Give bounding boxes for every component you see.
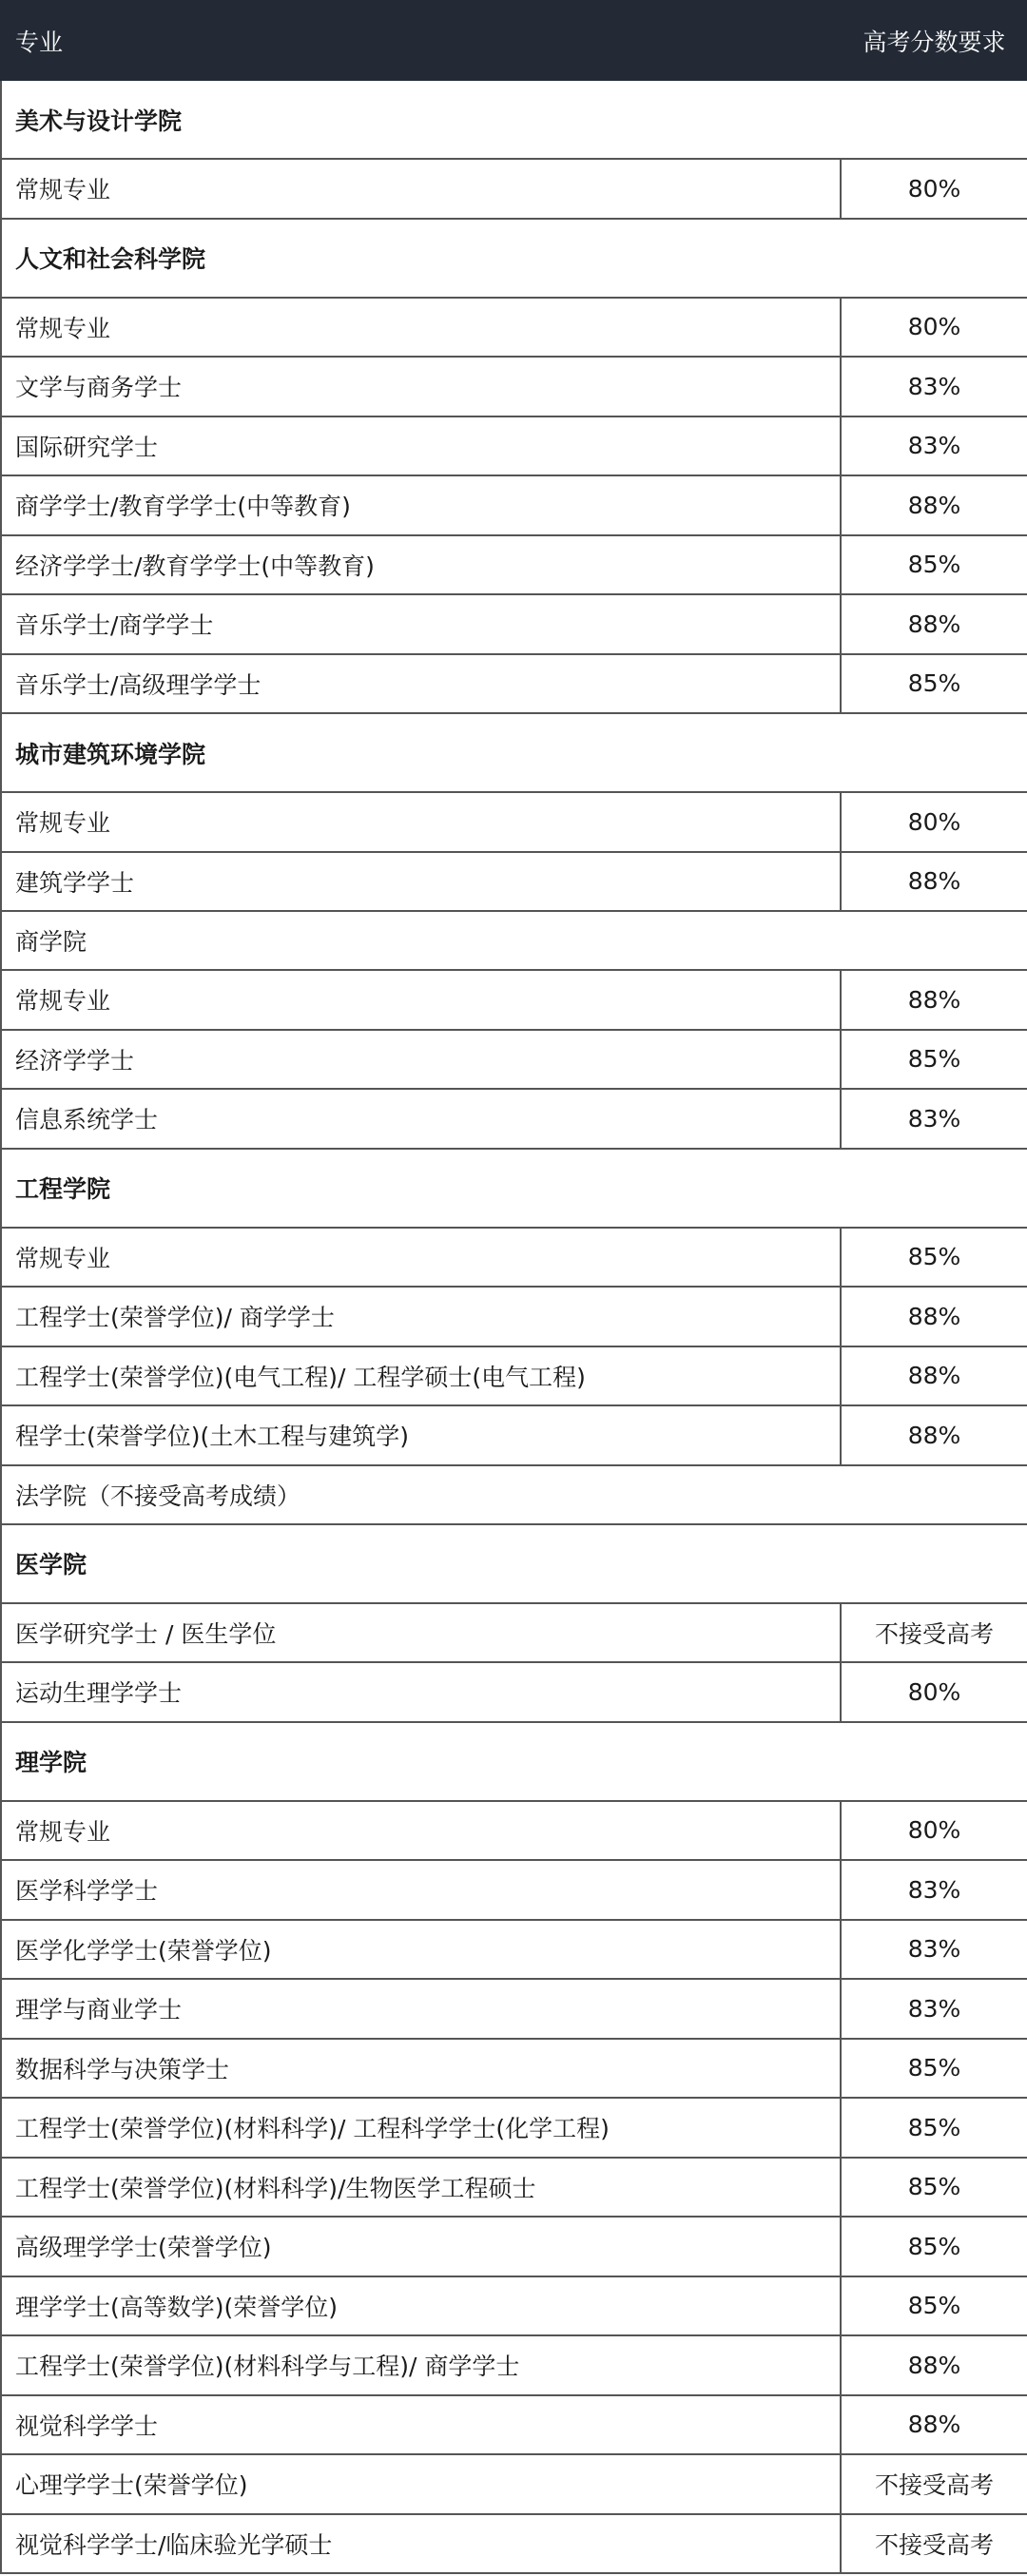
major-cell: 音乐学士/高级理学学士 (1, 654, 841, 714)
score-cell: 88% (841, 1287, 1027, 1346)
major-cell: 常规专业 (1, 298, 841, 358)
major-cell: 数据科学与决策学士 (1, 2039, 841, 2099)
table-row (1, 1979, 1027, 2039)
score-cell: 80% (841, 792, 1027, 852)
major-cell: 常规专业 (1, 159, 841, 219)
score-cell: 88% (841, 2395, 1027, 2455)
table-row (1, 1346, 1027, 1406)
major-column-header: 专业 (1, 1, 841, 80)
major-cell: 视觉科学学士 (1, 2395, 841, 2455)
score-cell: 83% (841, 1920, 1027, 1980)
section-title: 城市建筑环境学院 (1, 713, 1027, 792)
table-row (1, 2217, 1027, 2276)
section-title: 医学院 (1, 1524, 1027, 1603)
score-cell: 83% (841, 1860, 1027, 1920)
table-row (1, 970, 1027, 1030)
major-cell: 常规专业 (1, 970, 841, 1030)
major-cell: 常规专业 (1, 1228, 841, 1288)
table-row (1, 2039, 1027, 2099)
major-cell: 程学士(荣誉学位)(土木工程与建筑学) (1, 1405, 841, 1465)
score-cell: 不接受高考 (841, 2454, 1027, 2514)
table-row (1, 2158, 1027, 2218)
section-title: 工程学院 (1, 1149, 1027, 1228)
table-row (1, 1860, 1027, 1920)
table-row (1, 416, 1027, 476)
table-row (1, 2335, 1027, 2395)
score-cell: 83% (841, 357, 1027, 416)
score-cell: 85% (841, 2098, 1027, 2158)
section-title: 法学院（不接受高考成绩） (1, 1465, 1027, 1524)
major-cell: 视觉科学学士/临床验光学硕士 (1, 2514, 841, 2574)
major-cell: 音乐学士/商学学士 (1, 594, 841, 654)
table-row (1, 852, 1027, 912)
score-cell: 88% (841, 852, 1027, 912)
section-row (1, 219, 1027, 298)
score-cell: 83% (841, 416, 1027, 476)
major-cell: 常规专业 (1, 1801, 841, 1861)
score-cell: 80% (841, 1801, 1027, 1861)
score-cell: 80% (841, 298, 1027, 358)
table-row (1, 1405, 1027, 1465)
major-cell: 工程学士(荣誉学位)(材料科学与工程)/ 商学学士 (1, 2335, 841, 2395)
score-cell: 不接受高考 (841, 1603, 1027, 1663)
major-cell: 理学与商业学士 (1, 1979, 841, 2039)
score-cell: 85% (841, 1030, 1027, 1090)
table-row (1, 1801, 1027, 1861)
table-row (1, 594, 1027, 654)
major-cell: 理学学士(高等数学)(荣誉学位) (1, 2276, 841, 2336)
table-header-row (1, 1, 1027, 80)
table-body (1, 80, 1027, 2573)
major-cell: 信息系统学士 (1, 1089, 841, 1149)
table-row (1, 357, 1027, 416)
score-cell: 85% (841, 1228, 1027, 1288)
section-title: 人文和社会科学院 (1, 219, 1027, 298)
score-cell: 88% (841, 475, 1027, 535)
score-cell: 85% (841, 2158, 1027, 2218)
score-cell: 83% (841, 1979, 1027, 2039)
major-cell: 心理学学士(荣誉学位) (1, 2454, 841, 2514)
major-cell: 商学学士/教育学学士(中等教育) (1, 475, 841, 535)
score-cell: 不接受高考 (841, 2514, 1027, 2574)
major-cell: 工程学士(荣誉学位)(材料科学)/生物医学工程硕士 (1, 2158, 841, 2218)
table-row (1, 1287, 1027, 1346)
table-row (1, 2098, 1027, 2158)
major-cell: 医学研究学士 / 医生学位 (1, 1603, 841, 1663)
table-row (1, 2514, 1027, 2574)
table-row (1, 1228, 1027, 1288)
table-row (1, 298, 1027, 358)
section-title: 美术与设计学院 (1, 80, 1027, 159)
major-cell: 常规专业 (1, 792, 841, 852)
table-row (1, 535, 1027, 595)
table-row (1, 1920, 1027, 1980)
table-row (1, 1030, 1027, 1090)
score-cell: 88% (841, 1346, 1027, 1406)
major-cell: 经济学学士/教育学学士(中等教育) (1, 535, 841, 595)
section-row (1, 1149, 1027, 1228)
table-row (1, 2395, 1027, 2455)
table-row (1, 654, 1027, 714)
score-cell: 85% (841, 654, 1027, 714)
section-row (1, 1524, 1027, 1603)
major-cell: 经济学学士 (1, 1030, 841, 1090)
score-cell: 80% (841, 159, 1027, 219)
major-cell: 医学化学学士(荣誉学位) (1, 1920, 841, 1980)
score-cell: 88% (841, 1405, 1027, 1465)
table-row (1, 1603, 1027, 1663)
section-row (1, 1465, 1027, 1524)
section-row (1, 80, 1027, 159)
table-row (1, 159, 1027, 219)
score-cell: 85% (841, 2039, 1027, 2099)
major-cell: 文学与商务学士 (1, 357, 841, 416)
score-cell: 88% (841, 970, 1027, 1030)
major-cell: 医学科学学士 (1, 1860, 841, 1920)
major-cell: 工程学士(荣誉学位)/ 商学学士 (1, 1287, 841, 1346)
major-cell: 工程学士(荣誉学位)(材料科学)/ 工程科学学士(化学工程) (1, 2098, 841, 2158)
score-cell: 85% (841, 2276, 1027, 2336)
table-row (1, 2276, 1027, 2336)
score-cell: 88% (841, 594, 1027, 654)
major-cell: 高级理学学士(荣誉学位) (1, 2217, 841, 2276)
table-row (1, 1662, 1027, 1722)
table-row (1, 792, 1027, 852)
section-title: 理学院 (1, 1722, 1027, 1801)
score-column-header: 高考分数要求 (841, 1, 1027, 80)
score-cell: 85% (841, 535, 1027, 595)
score-cell: 88% (841, 2335, 1027, 2395)
section-row (1, 1722, 1027, 1801)
section-row (1, 713, 1027, 792)
major-cell: 工程学士(荣誉学位)(电气工程)/ 工程学硕士(电气工程) (1, 1346, 841, 1406)
section-title: 商学院 (1, 911, 1027, 970)
score-cell: 83% (841, 1089, 1027, 1149)
score-cell: 80% (841, 1662, 1027, 1722)
table-row (1, 2454, 1027, 2514)
table-row (1, 1089, 1027, 1149)
major-cell: 建筑学学士 (1, 852, 841, 912)
section-row (1, 911, 1027, 970)
score-cell: 85% (841, 2217, 1027, 2276)
major-cell: 运动生理学学士 (1, 1662, 841, 1722)
table-row (1, 475, 1027, 535)
major-cell: 国际研究学士 (1, 416, 841, 476)
